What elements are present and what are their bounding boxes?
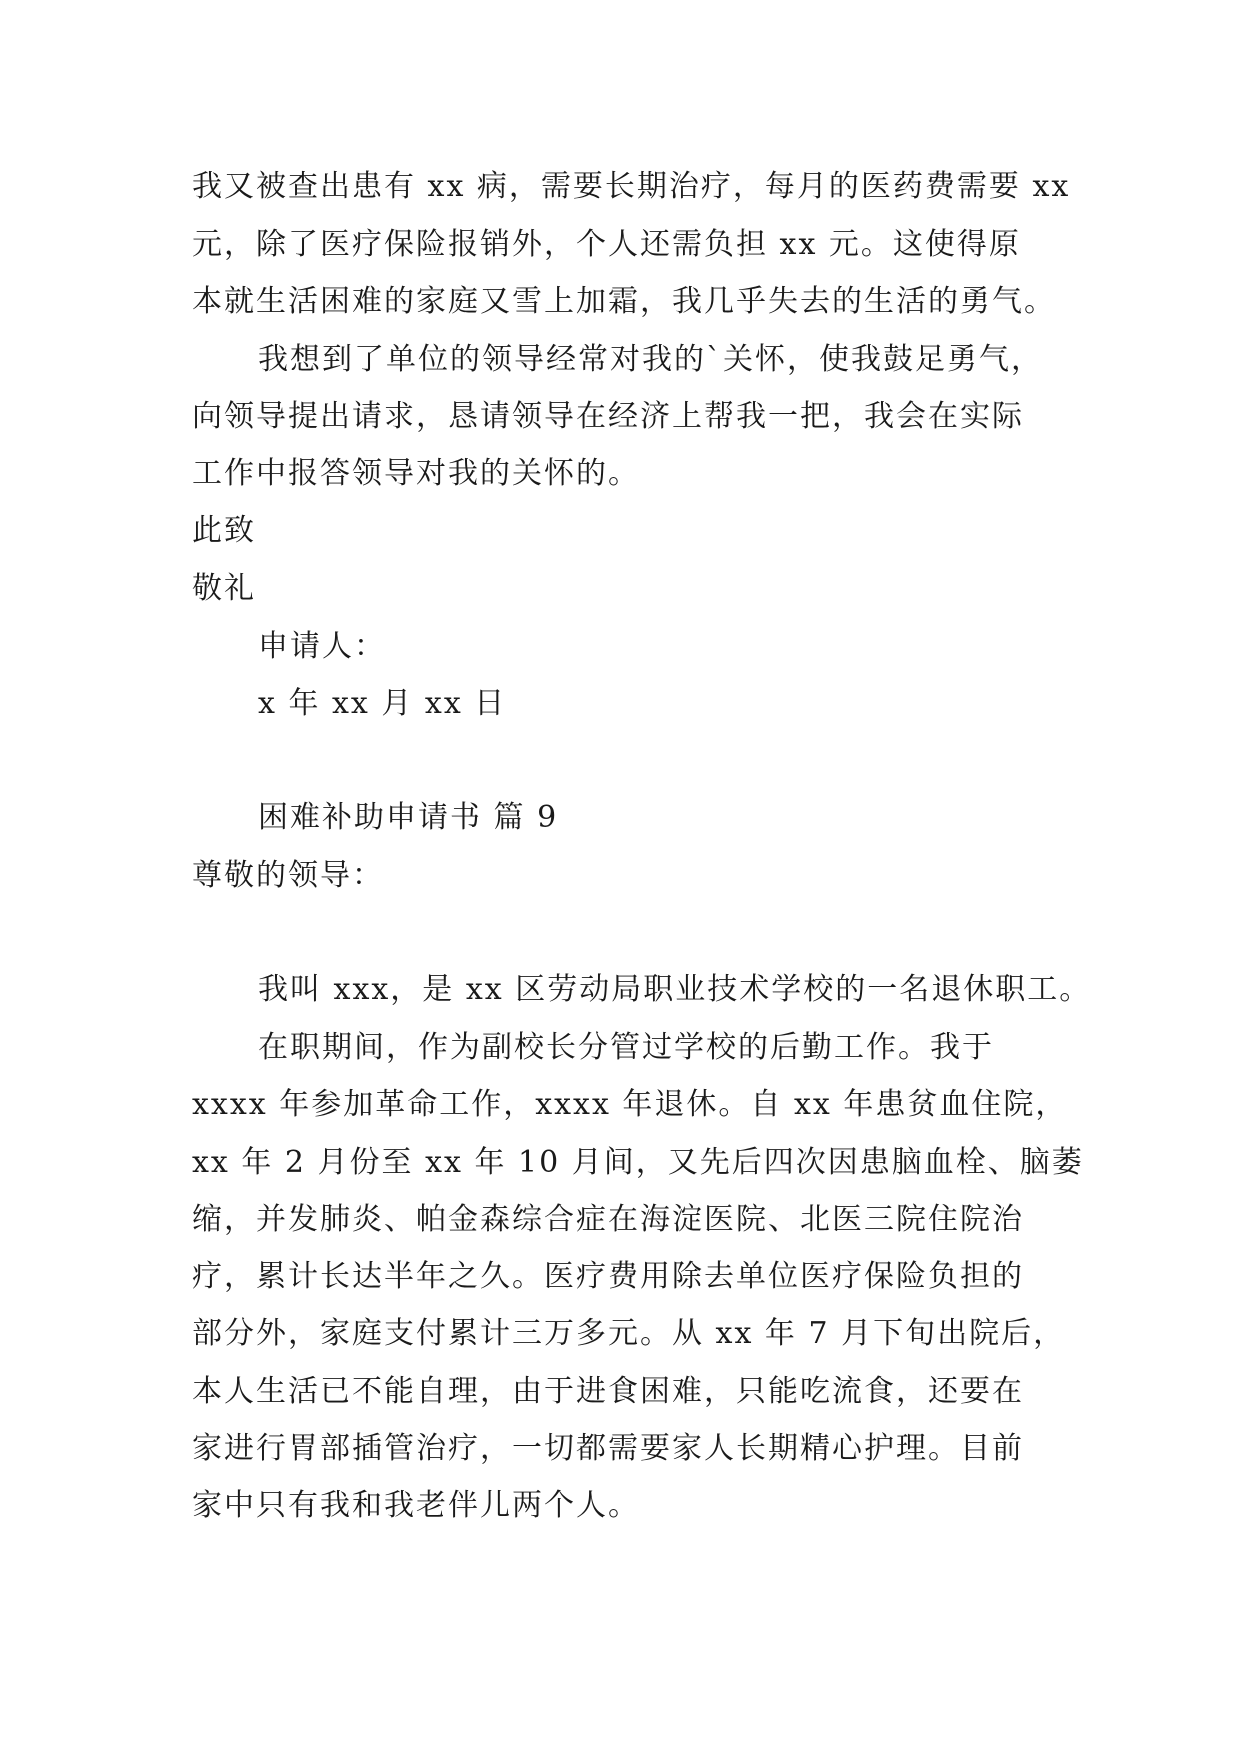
section-heading: 困难补助申请书 篇 9 [258,800,559,835]
body-line: xxxx 年参加革命工作，xxxx 年退休。自 xx 年患贫血住院， [192,1087,1068,1122]
body-line: 元，除了医疗保险报销外，个人还需负担 xx 元。这使得原 [192,227,1021,262]
body-line: 疗，累计长达半年之久。医疗费用除去单位医疗保险负担的 [192,1259,1024,1294]
applicant-label: 申请人： [258,629,386,664]
body-line: 缩，并发肺炎、帕金森综合症在海淀医院、北医三院住院治 [192,1202,1024,1237]
body-line: 工作中报答领导对我的关怀的。 [192,456,640,491]
body-line: xx 年 2 月份至 xx 年 10 月间，又先后四次因患脑血栓、脑萎 [192,1145,1084,1180]
body-line: 家中只有我和我老伴儿两个人。 [192,1488,640,1523]
greeting-line: 尊敬的领导： [192,858,384,893]
body-line: 我叫 xxx，是 xx 区劳动局职业技术学校的一名退休职工。 [258,972,1092,1007]
body-line: 本就生活困难的家庭又雪上加霜，我几乎失去的生活的勇气。 [192,284,1056,319]
body-line: 我想到了单位的领导经常对我的`关怀，使我鼓足勇气， [258,342,1043,377]
body-line: 本人生活已不能自理，由于进食困难，只能吃流食，还要在 [192,1374,1024,1409]
body-line: 家进行胃部插管治疗，一切都需要家人长期精心护理。目前 [192,1431,1024,1466]
salutation-line: 敬礼 [192,571,256,606]
body-line: 在职期间，作为副校长分管过学校的后勤工作。我于 [258,1030,994,1065]
body-line: 向领导提出请求，恳请领导在经济上帮我一把，我会在实际 [192,399,1024,434]
body-line: 我又被查出患有 xx 病，需要长期治疗，每月的医药费需要 xx [192,169,1071,204]
body-line: 部分外，家庭支付累计三万多元。从 xx 年 7 月下旬出院后， [192,1316,1066,1351]
date-line: x 年 xx 月 xx 日 [258,686,507,721]
closing-line: 此致 [192,513,256,548]
